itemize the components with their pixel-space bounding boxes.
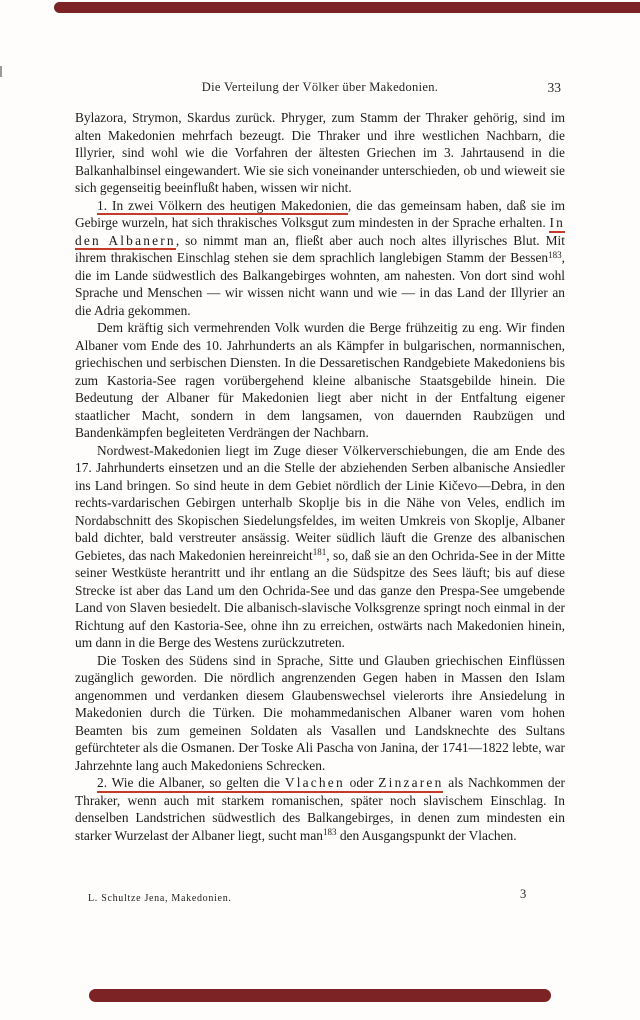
text-run: Nordwest-Makedonien liegt im Zuge dieser Völkerverschiebungen, die am Ende des 17. Jahrhunderts einsetzen und an die Stelle der abziehenden Serben albanische Ansiedler ins Land bringen. So sind heute in dem Gebiet nördlich der Linie Kičevo—Debra, in den rechts-vardarischen Gebirgen unterhalb Skoplje bis in die Nähe von Veles, endlich im Nordabschnitt des Skopischen Siedelungsfeldes, im weiten Umkreis von Skoplje, Albaner bald dichter, bald verstreuter ansässig. Weiter südlich läuft die Grenze des albanischen Gebietes, das nach Makedonien hereinreicht — [75, 442, 565, 563]
paragraph — [75, 319, 565, 442]
paragraph — [75, 109, 565, 197]
text-run: den Ausgangspunkt der Vlachen. — [336, 827, 517, 843]
text-block — [75, 109, 565, 844]
red-underlined-phrase: 1. In zwei Völkern des heutigen Makedonien — [97, 198, 348, 216]
text-run: Bylazora, Strymon, Skardus zurück. Phryger, zum Stamm der Thraker gehörig, sind im alten Makedonien mehrfach bezeugt. Die Thraker und ihre westlichen Nachbarn, die Illyrier, sind wohl wie die Vorfahren der ältesten Griechen im 3. Jahrtausend in die Balkanhalbinsel eingewandert. Wie sie sich voneinander unterschieden, ob und wieweit sie sich gegenseitig beeinflußt haben, wissen wir nicht. — [75, 110, 565, 195]
red-underlined-phrase: In den Albanern — [75, 215, 565, 250]
book-edge-artifact-top — [54, 2, 640, 13]
red-underlined-phrase: Vlachen — [285, 775, 345, 793]
text-run: als Nachkommen der Thraker, wenn auch mit starkem romanischen, später noch slavischem Einschlag. In denselben Landstrichen südwestlich des Balkangebirges, in denen zum mindesten ein starker Wurzelast der Albaner liegt, sucht man — [75, 775, 565, 843]
page-title: Die Verteilung der Völker über Makedonien. — [201, 80, 439, 94]
paragraph — [75, 774, 565, 844]
text-run: , die im Lande südwestlich des Balkangebirges wohnten, am nahesten. Von dort sind wohl Sprache und Menschen — wir wissen nicht wann und wie — in das Land der Illyrier an die Adria gekommen. — [75, 250, 565, 318]
text-run: , so nimmt man an, fließt aber auch noch altes illyrisches Blut. Mit ihrem thrakischen Einschlag stehen sie dem sprachlich langlebigen Stamm der Bessen — [75, 232, 565, 265]
scan-edge-mark — [0, 66, 2, 77]
sheet-number: 3 — [520, 887, 527, 901]
footnote-ref: 181 — [312, 547, 327, 557]
text-run: , die das gemeinsam haben, daß sie im Gebirge wurzeln, hat sich thrakisches Volksgut zum mindesten in der Sprache erhalten. — [75, 197, 565, 230]
text-run: Dem kräftig sich vermehrenden Volk wurden die Berge frühzeitig zu eng. Wir finden Albaner vom Ende des 10. Jahrhunderts an als Kämpfer in bulgarischen, normannischen, griechischen und serbischen Diensten. In die Dessaretischen Randgebiete Makedoniens bis zum Kastoria-See ragen vorübergehend kleine albanische Staatsgebilde hinein. Die Bedeutung der Albaner für Makedonien liegt aber nicht in der Entfaltung eigener staatlicher Macht, sondern in dem langsamen, von dauernden Raubzügen und Bandenkämpfen begleiteten Verdrängen der Nachbarn. — [75, 320, 565, 440]
text-run: Die Tosken des Südens sind in Sprache, Sitte und Glauben griechischen Einflüssen zugänglich geworden. Die nördlich angrenzenden Gegen haben in Massen den Islam angenommen und verdanken diesem Glaubenswechsel vielerorts ihre Ansiedelung in Makedonien durch die Türken. Die mohammedanischen Albaner waren vom hohen Beamten bis zum gemeinen Soldaten als Vasallen und Landsknechte des Sultans gefürchteter als die Osmanen. Der Toske Ali Pascha von Janina, der 1741—1822 lebte, war Jahrzehnte lang auch Makedoniens Schrecken. — [75, 652, 565, 773]
running-header — [75, 80, 565, 98]
red-underlined-phrase: oder — [345, 775, 378, 793]
red-underlined-phrase: Zinzaren — [378, 775, 443, 793]
footnote-ref: 183 — [322, 827, 337, 837]
page-number: 33 — [547, 80, 561, 95]
book-edge-artifact-bottom — [89, 989, 551, 1002]
paragraph — [75, 442, 565, 652]
paragraph — [75, 197, 565, 320]
paragraph — [75, 652, 565, 775]
red-underlined-phrase: 2. Wie die Albaner, so gelten die — [97, 775, 285, 793]
footnote-ref: 183 — [548, 249, 562, 260]
text-run: , so, daß sie an den Ochrida-See in der Mitte seiner Westküste herantritt und ihr entlang an die Südspitze des Sees läuft; bis auf diese Strecke ist aber das Land um den Ochrida-See und das ganze den Prespa-See umgebende Land von Slaven besiedelt. Die albanisch-slavische Volksgrenze springt noch einmal in der Richtung auf den Kastoria-See, ohne ihn zu erreichen, ostwärts nach Makedonien hinein, um dann in die Berge des Westens zurückzutreten. — [75, 547, 566, 650]
signature-line: L. Schultze Jena, Makedonien. — [88, 893, 232, 904]
